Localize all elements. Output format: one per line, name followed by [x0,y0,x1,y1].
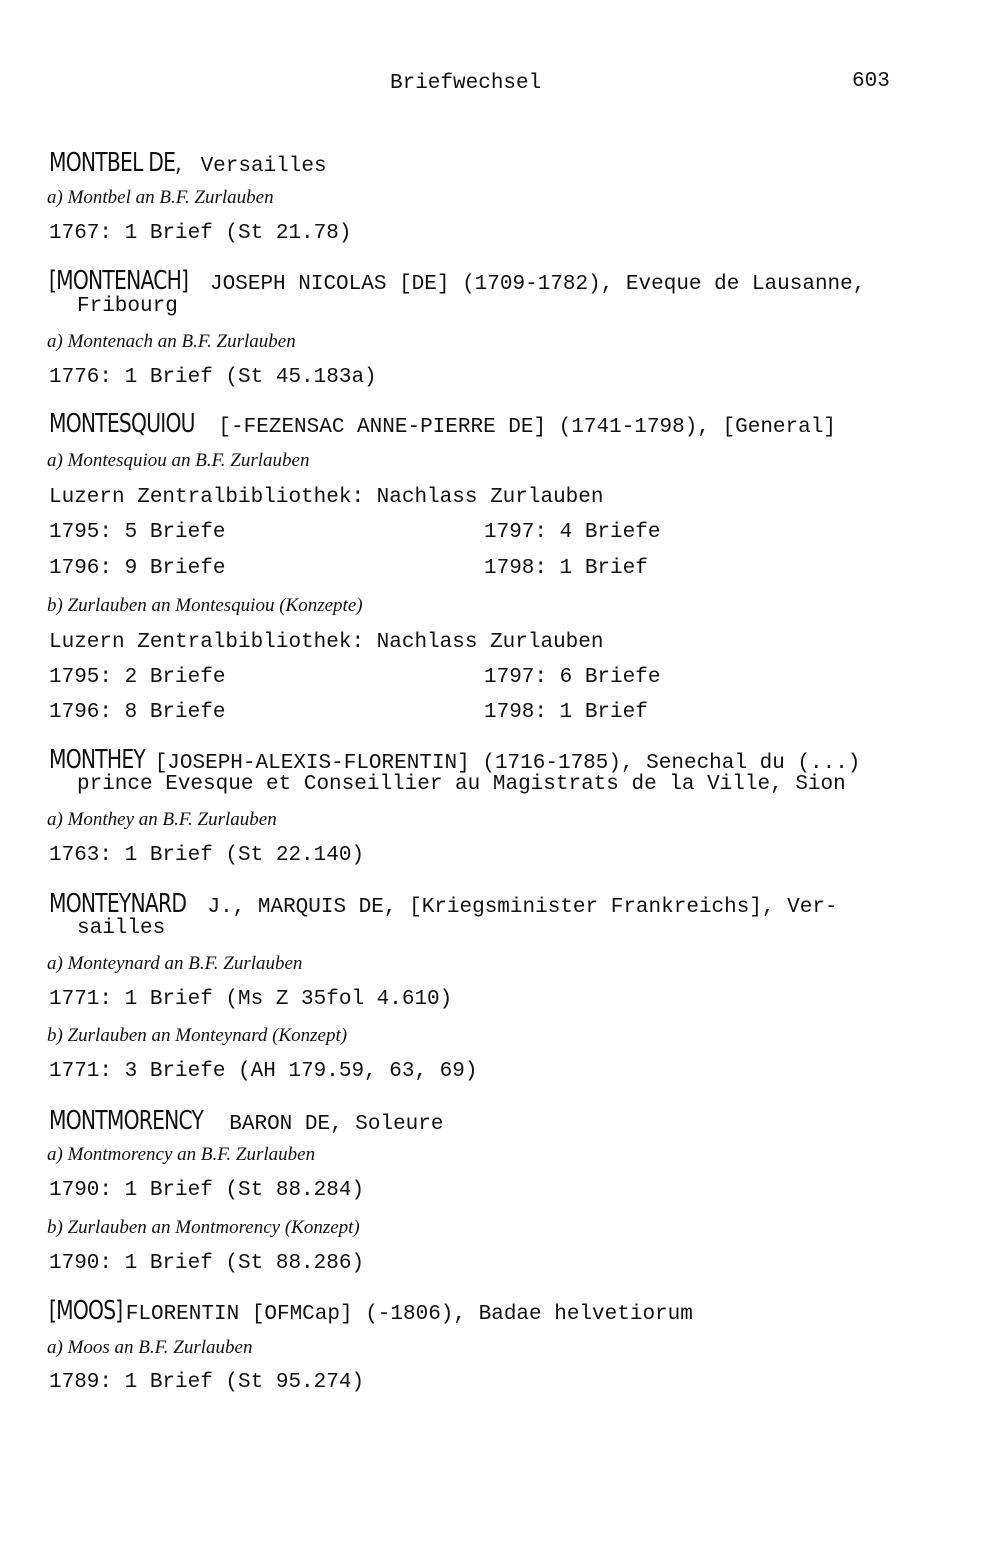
letter-record: 1789: 1 Brief (St 95.274) [49,1371,365,1394]
letter-record: 1795: 2 Briefe [49,666,226,689]
entry-details: [-FEZENSAC ANNE-PIERRE DE] (1741-1798), [General] [205,416,836,439]
section-b-label: b) Zurlauben an Montmorency (Konzept) [47,1217,360,1238]
entry-details-continued: prince Evesque et Conseillier au Magistrats de la Ville, Sion [77,773,846,796]
archive-source: Luzern Zentralbibliothek: Nachlass Zurlauben [49,486,604,509]
section-a-label: a) Monteynard an B.F. Zurlauben [47,953,303,974]
section-a-label: a) Montbel an B.F. Zurlauben [47,187,274,208]
section-b-label: b) Zurlauben an Monteynard (Konzept) [47,1025,348,1046]
letter-record: 1798: 1 Brief [484,701,648,724]
entry-details: [JOSEPH-ALEXIS-FLORENTIN] (1716-1785), Senechal du (...) [142,752,861,775]
letter-record: 1795: 5 Briefe [49,521,226,544]
section-a-label: a) Moos an B.F. Zurlauben [47,1337,253,1358]
entry-details: J., MARQUIS DE, [Kriegsminister Frankreichs], Ver- [194,896,838,919]
entry-name: MONTMORENCY [49,1106,204,1136]
letter-record: 1797: 6 Briefe [484,666,661,689]
entry-details: JOSEPH NICOLAS [DE] (1709-1782), Eveque de Lausanne, [197,273,866,296]
letter-record: 1797: 4 Briefe [484,521,661,544]
page-number: 603 [852,70,890,93]
entry-heading [49,745,860,775]
letter-record: 1767: 1 Brief (St 21.78) [49,222,352,245]
entry-details-continued: sailles [77,917,166,940]
entry-details: BARON DE, Soleure [216,1113,444,1136]
entry-heading [49,148,327,178]
letter-record: 1796: 8 Briefe [49,701,226,724]
entry-heading [49,889,838,919]
letter-record: 1776: 1 Brief (St 45.183a) [49,366,377,389]
entry-name: MONTESQUIOU [49,409,195,439]
section-a-label: a) Montmorency an B.F. Zurlauben [47,1144,316,1165]
letter-record: 1771: 1 Brief (Ms Z 35fol 4.610) [49,988,453,1011]
running-head: Briefwechsel [390,72,542,95]
entry-heading [49,1296,693,1326]
entry-heading [49,409,836,439]
entry-details-continued: Fribourg [77,295,178,318]
letter-record: 1763: 1 Brief (St 22.140) [49,844,365,867]
entry-details: Versailles [187,155,327,178]
archive-source: Luzern Zentralbibliothek: Nachlass Zurlauben [49,631,604,654]
section-b-label: b) Zurlauben an Montesquiou (Konzepte) [47,595,363,616]
section-a-label: a) Montesquiou an B.F. Zurlauben [47,450,310,471]
letter-record: 1790: 1 Brief (St 88.284) [49,1179,365,1202]
entry-name: MONTBEL DE, [49,148,181,178]
section-a-label: a) Montenach an B.F. Zurlauben [47,331,296,352]
entry-details: FLORENTIN [OFMCap] (-1806), Badae helvetiorum [113,1303,693,1326]
entry-name: MONTHEY [49,745,146,775]
entry-name: [MOOS] [49,1296,123,1326]
section-a-label: a) Monthey an B.F. Zurlauben [47,809,277,830]
letter-record: 1798: 1 Brief [484,557,648,580]
letter-record: 1796: 9 Briefe [49,557,226,580]
entry-heading [49,266,865,296]
entry-name: [MONTENACH] [49,266,189,296]
entry-name: MONTEYNARD [49,889,187,919]
entry-heading [49,1106,444,1136]
letter-record: 1790: 1 Brief (St 88.286) [49,1252,365,1275]
letter-record: 1771: 3 Briefe (AH 179.59, 63, 69) [49,1060,478,1083]
